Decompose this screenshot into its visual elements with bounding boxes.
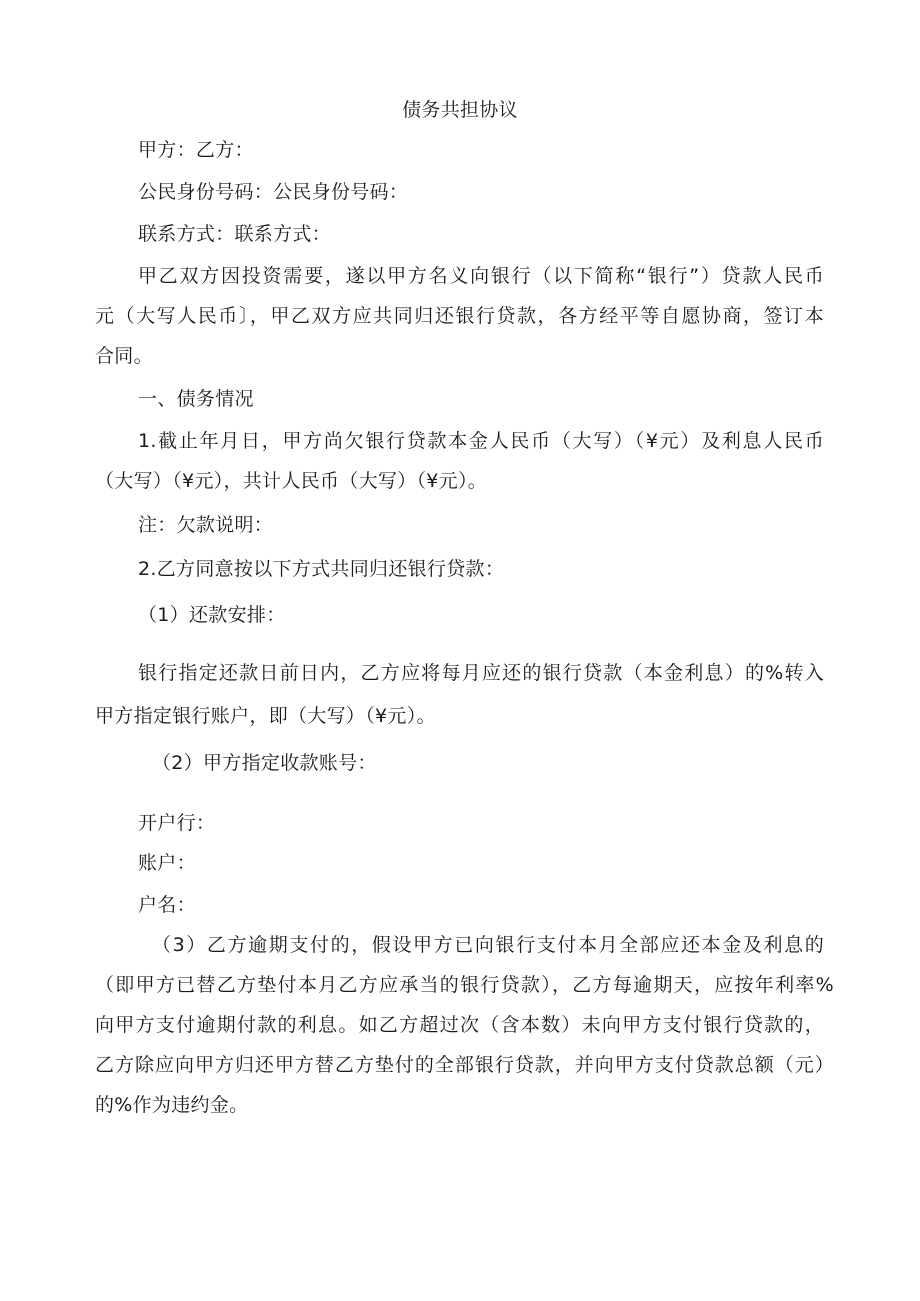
subsection-3-line-1: （3）乙方逾期支付的，假设甲方已向银行支付本月全部应还本金及利息的 (152, 934, 824, 956)
intro-line-3: 合同。 (95, 345, 153, 367)
contact-line: 联系方式：联系方式： (138, 223, 332, 245)
item-2: 2.乙方同意按以下方式共同归还银行贷款： (138, 558, 505, 580)
account-line: 账户： (138, 852, 196, 874)
subsection-1-heading: （1）还款安排： (138, 604, 286, 626)
account-holder-line: 户名： (138, 894, 196, 916)
party-line: 甲方：乙方： (138, 139, 254, 161)
id-number-line: 公民身份号码：公民身份号码： (138, 181, 409, 203)
subsection-1-line-2: 甲方指定银行账户，即（大写）（¥元）。 (95, 705, 436, 727)
intro-line-1: 甲乙双方因投资需要，遂以甲方名义向银行（以下简称“银行”）贷款人民币 (138, 265, 824, 287)
item-1-line-1: 1.截止年月日，甲方尚欠银行贷款本金人民币（大写）（¥元）及利息人民币 (138, 430, 824, 452)
item-1-line-2: （大写）（¥元），共计人民币（大写）（¥元）。 (95, 470, 488, 492)
subsection-2-heading: （2）甲方指定收款账号： (152, 752, 377, 774)
subsection-3-line-2: （即甲方已替乙方垫付本月乙方应承当的银行贷款），乙方每逾期天，应按年利率% (95, 974, 834, 996)
subsection-1-line-1: 银行指定还款日前日内，乙方应将每月应还的银行贷款（本金利息）的%转入 (138, 662, 824, 684)
document-title: 债务共担协议 (402, 99, 518, 121)
intro-line-2: 元（大写人民币〕，甲乙双方应共同归还银行贷款，各方经平等自愿协商，签订本 (95, 305, 824, 327)
subsection-3-line-4: 乙方除应向甲方归还甲方替乙方垫付的全部银行贷款，并向甲方支付贷款总额（元） (95, 1054, 834, 1076)
subsection-3-line-3: 向甲方支付逾期付款的利息。如乙方超过次（含本数）未向甲方支付银行贷款的， (95, 1014, 824, 1036)
bank-name-line: 开户行： (138, 812, 216, 834)
subsection-3-line-5: 的%作为违约金。 (95, 1094, 249, 1116)
section-1-heading: 一、债务情况 (138, 388, 254, 410)
debt-note: 注：欠款说明： (138, 514, 274, 536)
